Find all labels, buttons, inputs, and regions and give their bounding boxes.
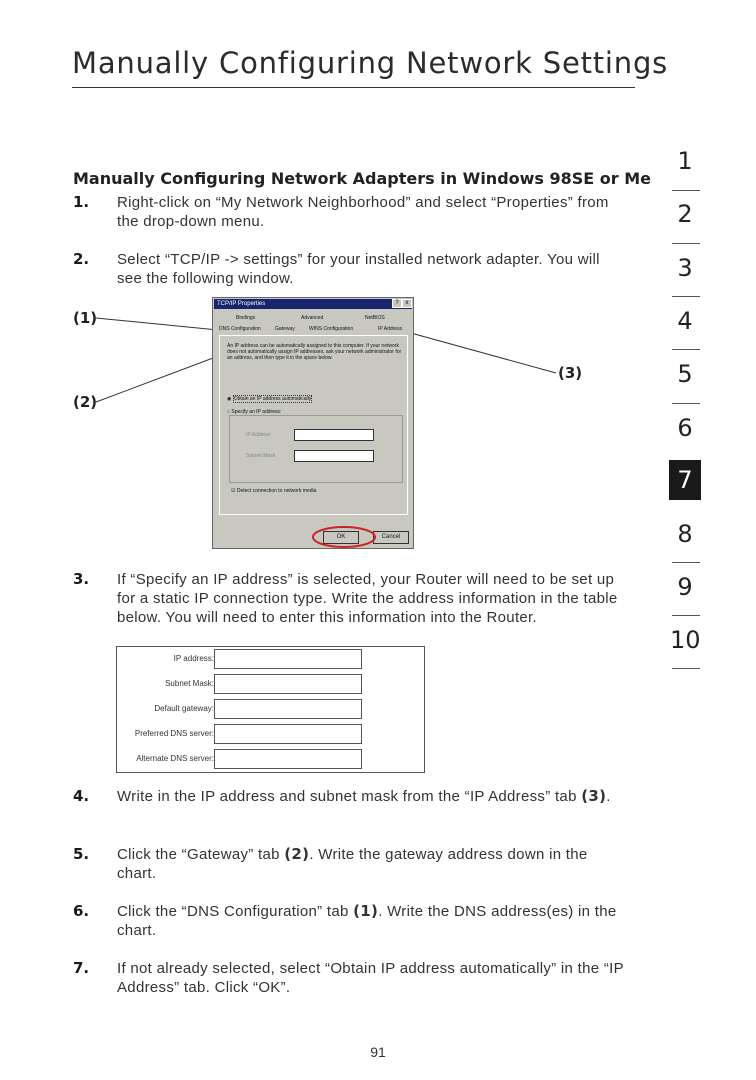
- row-label: Alternate DNS server:: [136, 754, 214, 763]
- step-text: Click the “DNS Configuration” tab (1). Write the DNS address(es) in the chart.: [117, 902, 617, 939]
- section-nav-2[interactable]: 2: [677, 200, 693, 228]
- step-5: [73, 845, 633, 885]
- ip-address-input[interactable]: [294, 429, 374, 441]
- ok-highlight-ellipse: [310, 524, 380, 550]
- table-row: [117, 697, 426, 722]
- nav-divider: [672, 190, 700, 191]
- step-number: 3.: [73, 570, 90, 588]
- section-nav-8[interactable]: 8: [677, 520, 693, 548]
- tab-bindings[interactable]: Bindings: [236, 315, 256, 321]
- step-number: 7.: [73, 959, 90, 977]
- default-gateway-field[interactable]: [214, 699, 362, 719]
- address-table: [116, 646, 425, 773]
- section-heading: Manually Configuring Network Adapters in Windows 98SE or Me: [73, 169, 652, 188]
- step-4: [73, 787, 633, 827]
- step-text: Write in the IP address and subnet mask from the “IP Address” tab (3).: [117, 787, 611, 805]
- tcpip-properties-dialog: [212, 297, 414, 549]
- dialog-titlebar: [214, 299, 412, 309]
- nav-divider: [672, 296, 700, 297]
- tab-reference: (1): [353, 902, 379, 920]
- tab-advanced[interactable]: Advanced: [301, 315, 324, 321]
- detect-media-label: Detect connection to network media: [236, 488, 317, 494]
- radio-icon: ◉: [227, 396, 232, 402]
- row-label: Default gateway:: [154, 704, 214, 713]
- tab-ip-address[interactable]: IP Address: [378, 326, 403, 332]
- callout-3: (3): [558, 364, 583, 382]
- checkbox-icon: ☑: [231, 488, 236, 494]
- step-number: 5.: [73, 845, 90, 863]
- callout-2: (2): [73, 393, 98, 411]
- section-nav-7-active[interactable]: 7: [669, 460, 701, 500]
- row-label: IP address:: [173, 654, 214, 663]
- specify-ip-group: [229, 415, 403, 483]
- table-row: [117, 672, 426, 697]
- tab-wins-configuration[interactable]: WINS Configuration: [309, 326, 354, 332]
- tab-dns-configuration[interactable]: DNS Configuration: [219, 326, 261, 332]
- nav-divider: [672, 615, 700, 616]
- nav-divider: [672, 668, 700, 669]
- section-nav-1[interactable]: 1: [677, 147, 693, 175]
- step-text: If “Specify an IP address” is selected, your Router will need to be set up for a static IP connection type. Write the address information in the table below. You will need to enter this information into the Router.: [117, 571, 618, 626]
- dialog-info-text: An IP address can be automatically assigned to this computer. If your network does not automatically assign IP addresses, ask your network administrator for an address, and then type it in the space below.: [227, 343, 402, 361]
- subnet-mask-input[interactable]: [294, 450, 374, 462]
- section-nav-4[interactable]: 4: [677, 307, 693, 335]
- row-label: Preferred DNS server:: [134, 729, 214, 738]
- step-text: If not already selected, select “Obtain IP address automatically” in the “IP Address” tab. Click “OK”.: [117, 960, 624, 996]
- step-6: [73, 902, 633, 942]
- radio-obtain-label: Obtain an IP address automatically: [233, 396, 312, 402]
- radio-obtain-ip[interactable]: [227, 396, 312, 402]
- tab-reference: (2): [284, 845, 310, 863]
- preferred-dns-field[interactable]: [214, 724, 362, 744]
- step-number: 6.: [73, 902, 90, 920]
- subnet-mask-label: Subnet Mask:: [246, 453, 277, 459]
- nav-divider: [672, 562, 700, 563]
- tab-gateway[interactable]: Gateway: [275, 326, 295, 332]
- radio-specify-label: Specify an IP address:: [231, 409, 282, 415]
- step-number: 1.: [73, 193, 90, 211]
- tab-reference: (3): [581, 787, 607, 805]
- nav-divider: [672, 243, 700, 244]
- section-label: [708, 456, 744, 556]
- tab-netbios[interactable]: NetBIOS: [365, 315, 385, 321]
- section-nav-9[interactable]: 9: [677, 573, 693, 601]
- step-text: Select “TCP/IP -> settings” for your installed network adapter. You will see the following window.: [117, 251, 600, 287]
- ok-button[interactable]: OK: [323, 531, 359, 544]
- page-title: Manually Configuring Network Settings: [72, 46, 669, 80]
- section-nav-5[interactable]: 5: [677, 360, 693, 388]
- section-nav-10[interactable]: 10: [670, 626, 701, 654]
- step-number: 2.: [73, 250, 90, 268]
- nav-divider: [672, 349, 700, 350]
- radio-icon: ○: [227, 409, 231, 415]
- table-row: [117, 722, 426, 747]
- detect-media-checkbox[interactable]: [231, 488, 316, 494]
- subnet-mask-field[interactable]: [214, 674, 362, 694]
- section-nav-6[interactable]: 6: [677, 414, 693, 442]
- ip-address-field[interactable]: [214, 649, 362, 669]
- dialog-title: TCP/IP Properties: [217, 301, 266, 307]
- step-text: Right-click on “My Network Neighborhood” and select “Properties” from the drop-down menu.: [117, 194, 609, 230]
- ip-address-label: IP Address:: [246, 432, 272, 438]
- step-text: Click the “Gateway” tab (2). Write the gateway address down in the chart.: [117, 845, 588, 882]
- help-button[interactable]: ?: [392, 299, 402, 308]
- callout-1: (1): [73, 309, 98, 327]
- alternate-dns-field[interactable]: [214, 749, 362, 769]
- row-label: Subnet Mask:: [165, 679, 214, 688]
- callout-line-3: [400, 330, 556, 373]
- step-3: [73, 570, 633, 648]
- callout-line-1: [96, 318, 218, 330]
- nav-divider: [672, 403, 700, 404]
- page-number: 91: [370, 1044, 386, 1060]
- table-row: [117, 647, 426, 672]
- step-number: 4.: [73, 787, 90, 805]
- close-button[interactable]: x: [402, 299, 412, 308]
- section-nav-3[interactable]: 3: [677, 254, 693, 282]
- step-7: [73, 959, 633, 999]
- cancel-button[interactable]: Cancel: [373, 531, 409, 544]
- table-row: [117, 747, 426, 772]
